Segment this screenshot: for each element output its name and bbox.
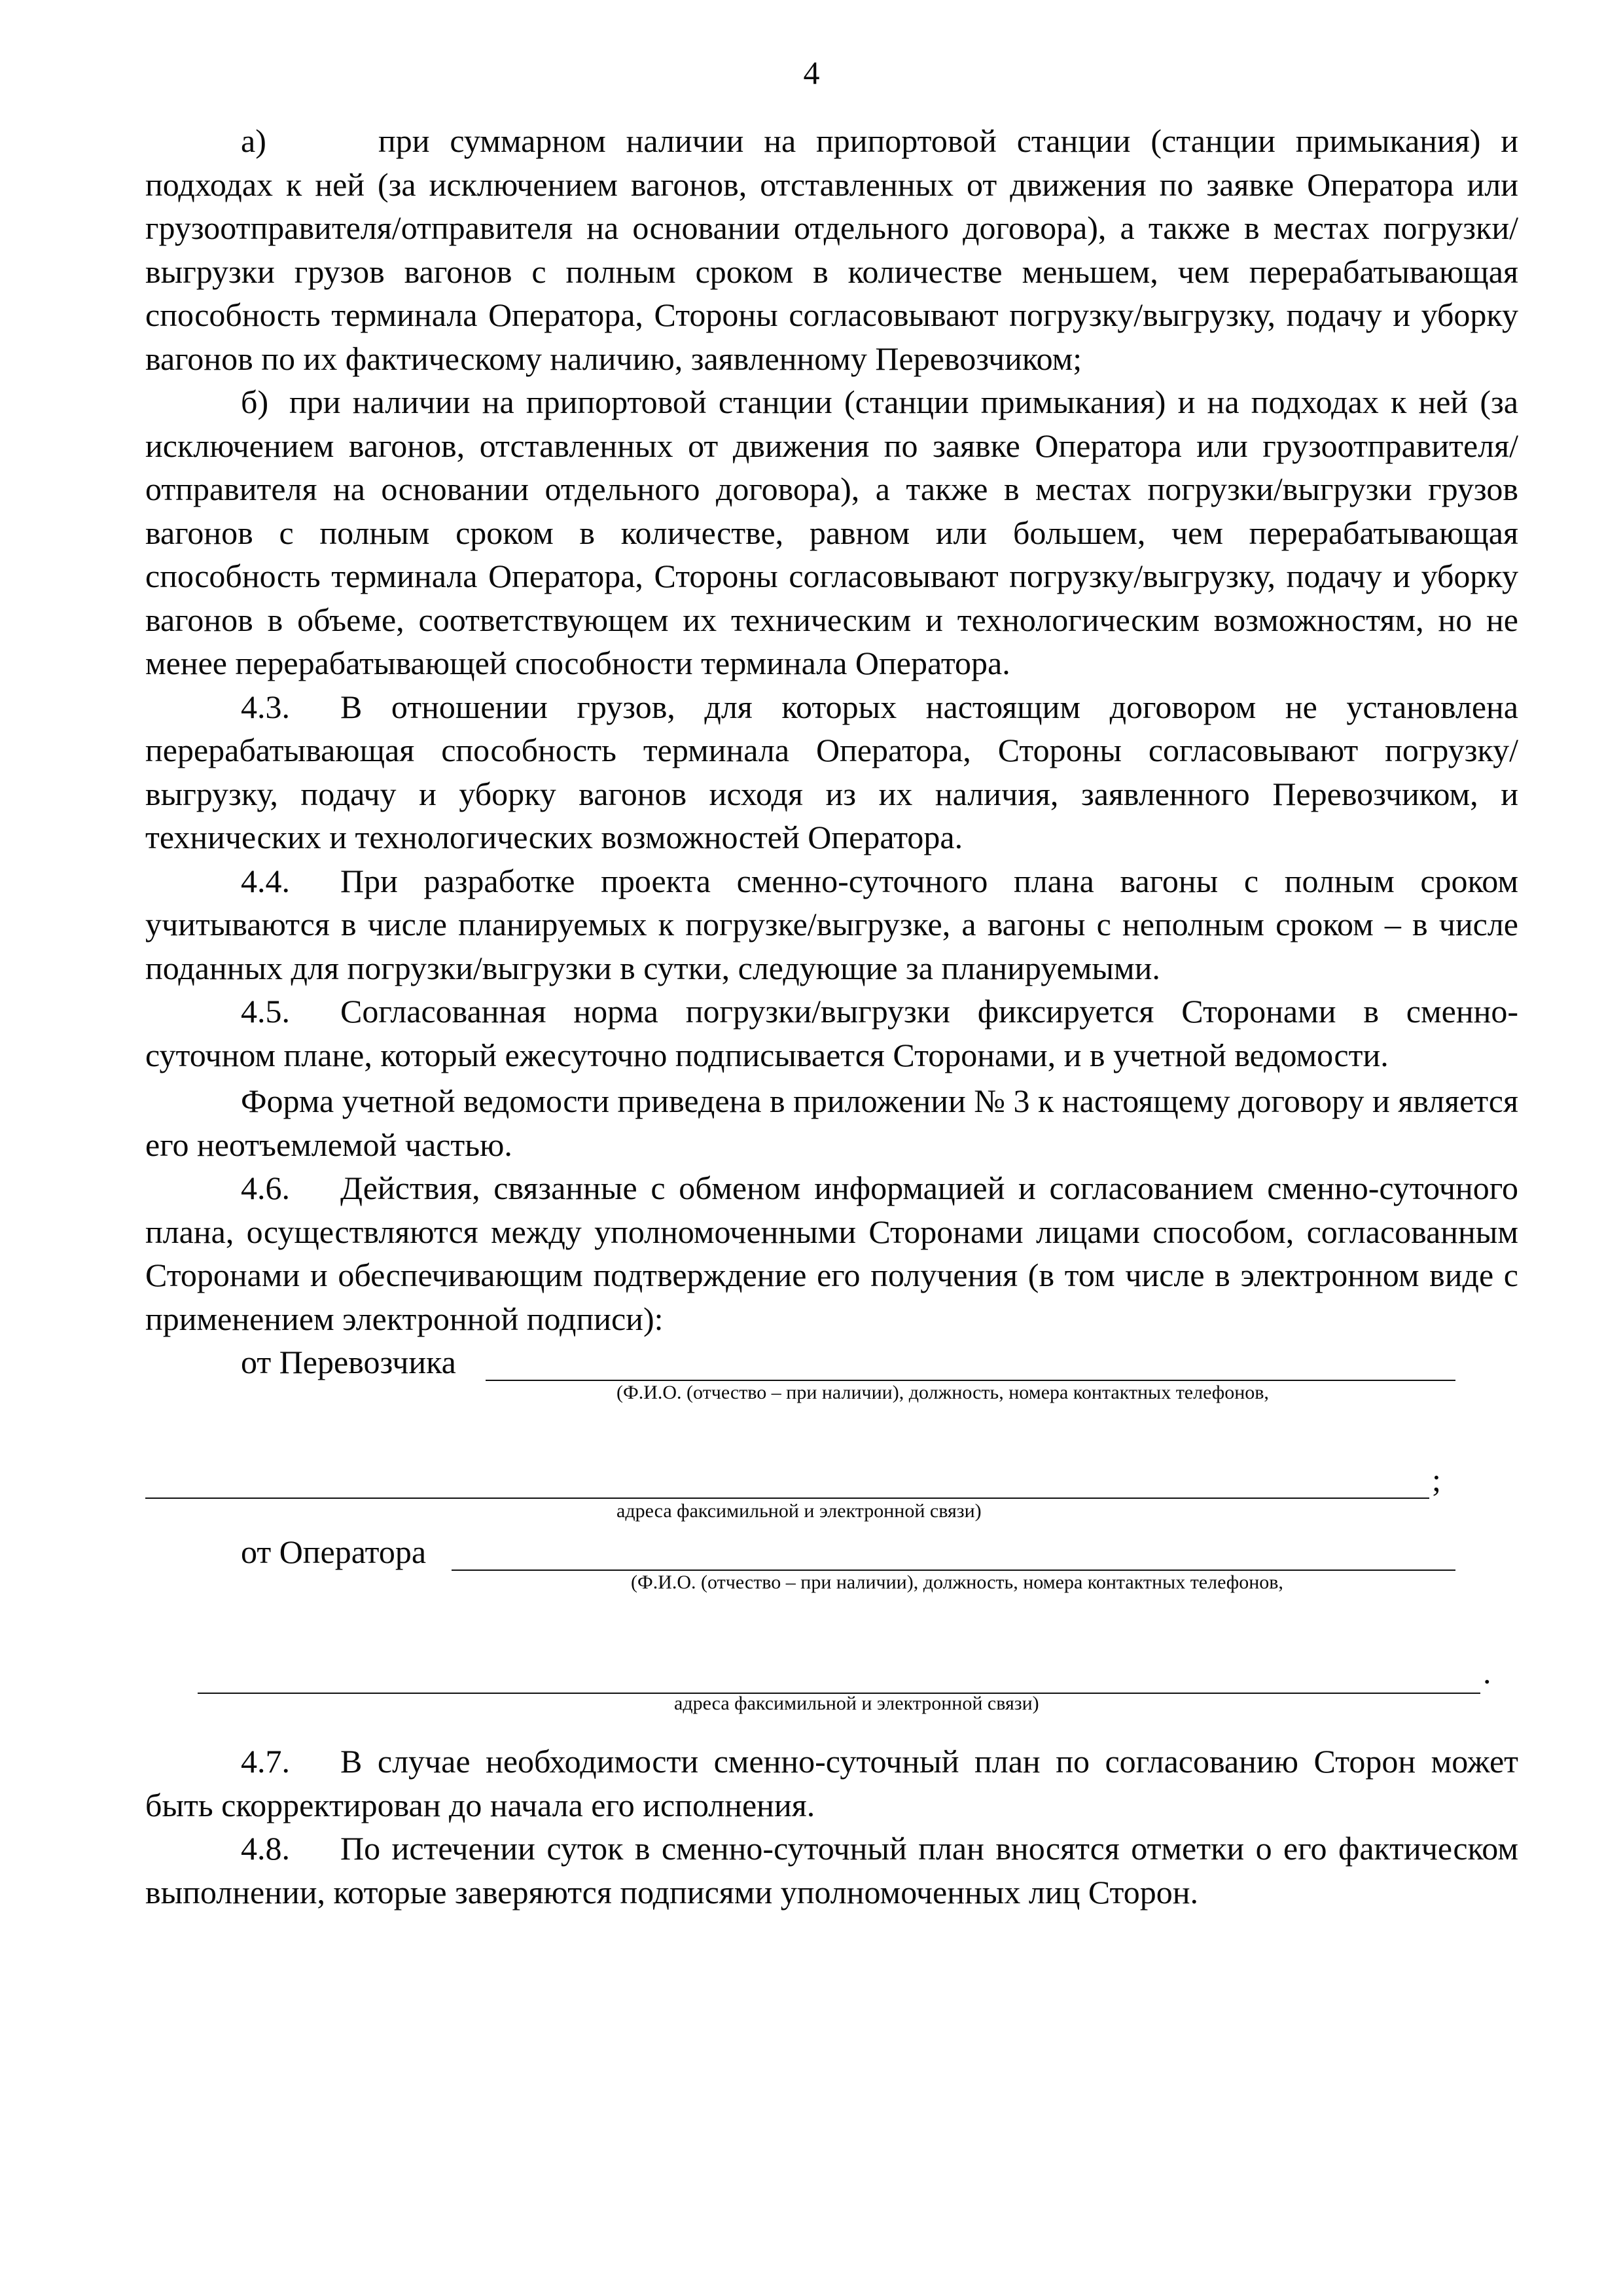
clause-4-8 [145,1827,1518,1914]
operator-caption-2: адреса факсимильной и электронной связи) [674,1693,1039,1714]
carrier-caption-2: адреса факсимильной и электронной связи) [616,1500,982,1522]
operator-contacts-line[interactable] [198,1609,1480,1694]
carrier-caption-1: (Ф.И.О. (отчество – при наличии), должность, номера контактных телефонов, [616,1382,1269,1403]
clause-text: Согласованная норма погрузки/выгрузки фиксируется Сторонами в сменно-суточном плане, который ежесуточно подписывается Сторонами, и в учетной ведомости. [145,993,1518,1073]
operator-contact-block [145,1530,1518,1714]
carrier-label: от Перевозчика [241,1344,456,1380]
item-a-text: при суммарном наличии на припортовой станции (станции примыкания) и подходах к ней (за исключением вагонов, отставленных от движения по заявке Оператора или грузоотправителя/отправителя на основании отдельного договора), а также в местах погрузки/выгрузки грузов вагонов с полным сроком в количестве меньшем, чем перерабатывающая способность терминала Оператора, Стороны согласовывают погрузку/выгрузку, подачу и уборку вагонов по их фактическому наличию, заявленному Перевозчиком; [145,122,1518,377]
carrier-contacts-line[interactable] [145,1406,1429,1499]
clause-number: 4.7. [241,1743,290,1780]
clause-text: В случае необходимости сменно-суточный план по согласованию Сторон может быть скорректирован до начала его исполнения. [145,1743,1518,1823]
clause-text: При разработке проекта сменно-суточного плана вагоны с полным сроком учитываются в числе планируемых к погрузке/выгрузке, а вагоны с неполным сроком – в числе поданных для погрузки/выгрузки в сутки, следующие за планируемыми. [145,862,1518,986]
clause-text: Действия, связанные с обменом информацией и согласованием сменно-суточного плана, осуществляются между уполномоченными Сторонами лицами способом, согласованным Сторонами и обеспечивающим подтверждение его получения (в том числе в электронном виде с применением электронной подписи): [145,1170,1518,1337]
operator-name-line[interactable] [452,1530,1455,1571]
item-b-text: при наличии на припортовой станции (станции примыкания) и на подходах к ней (за исключением вагонов, отставленных от движения по заявке Оператора или грузоотправителя/отправителя на основании отдельного договора), а также в местах погрузки/выгрузки грузов вагонов с полным сроком в количестве, равном или большем, чем перерабатывающая способность терминала Оператора, Стороны согласовывают погрузку/выгрузку, подачу и уборку вагонов в объеме, соответствующем их техническим и технологическим возможностям, но не менее перерабатывающей способности терминала Оператора. [145,384,1518,681]
carrier-contact-block [145,1340,1518,1522]
clause-number: 4.5. [241,993,290,1030]
item-a-marker: а) [241,122,266,159]
clause-number: 4.4. [241,862,290,899]
item-b-marker: б) [241,384,269,420]
operator-caption-1: (Ф.И.О. (отчество – при наличии), должность, номера контактных телефонов, [631,1571,1283,1593]
clause-number: 4.6. [241,1170,290,1206]
document-body [145,119,1518,1914]
clause-4-6 [145,1166,1518,1340]
clause-number: 4.8. [241,1830,290,1867]
clause-number: 4.3. [241,688,290,725]
clause-text: В отношении грузов, для которых настоящим договором не установлена перерабатывающая способность терминала Оператора, Стороны согласовывают погрузку/выгрузку, подачу и уборку вагонов исходя из их наличия, заявленного Перевозчиком, и технических и технологических возможностей Оператора. [145,688,1518,855]
clause-4-4 [145,859,1518,990]
page-number: 4 [803,54,820,91]
item-b [145,380,1518,685]
clause-4-7 [145,1740,1518,1827]
clause-4-5-form-note: Форма учетной ведомости приведена в приложении № 3 к настоящему договору и является его неотъемлемой частью. [145,1083,1518,1163]
clause-4-3 [145,685,1518,859]
operator-label: от Оператора [241,1534,427,1570]
clause-4-5 [145,990,1518,1077]
item-a [145,119,1518,380]
operator-line-end: . [1483,1654,1491,1691]
carrier-line-end: ; [1432,1462,1441,1498]
clause-text: По истечении суток в сменно-суточный план вносятся отметки о его фактическом выполнении, которые заверяются подписями уполномоченных лиц Сторон. [145,1830,1518,1910]
carrier-name-line[interactable] [486,1340,1455,1381]
